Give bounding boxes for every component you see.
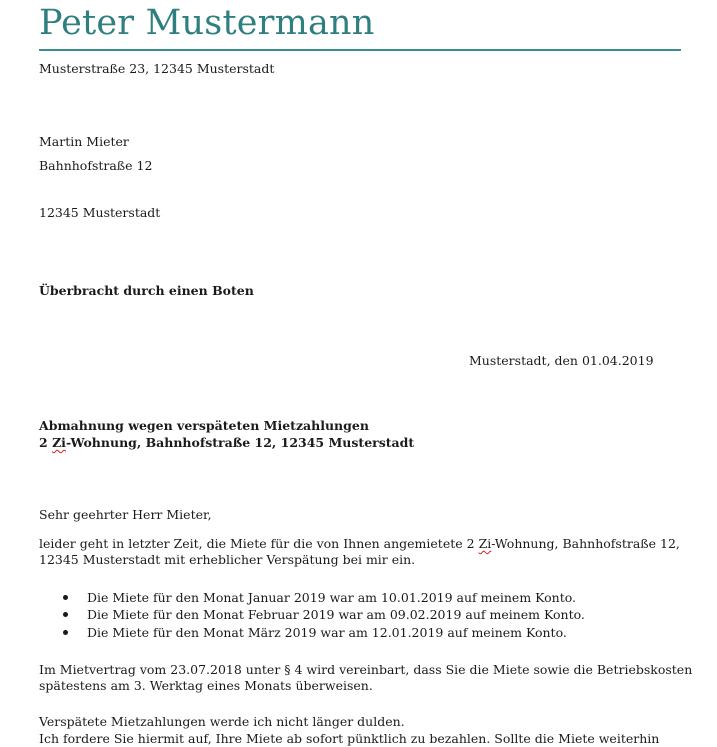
- date-line: Musterstadt, den 01.04.2019: [469, 353, 654, 368]
- paragraph-1-prefix: leider geht in letzter Zeit, die Miete für die von Ihnen angemietete 2: [39, 536, 479, 551]
- list-item-text: Die Miete für den Monat Januar 2019 war am 10.01.2019 auf meinem Konto.: [87, 590, 577, 605]
- paragraph-3-line-2: Ich fordere Sie hiermit auf, Ihre Miete ab sofort pünktlich zu bezahlen. Sollte die Miete weiterhin: [39, 731, 660, 746]
- paragraph-2-line-2: spätestens am 3. Werktag eines Monats überweisen.: [39, 678, 373, 693]
- recipient-city: 12345 Musterstadt: [39, 205, 161, 220]
- salutation: Sehr geehrter Herr Mieter,: [39, 507, 212, 522]
- subject-prefix: 2: [39, 435, 53, 450]
- bullet-icon: [63, 630, 68, 635]
- subject-line-1: Abmahnung wegen verspäteten Mietzahlungen: [39, 418, 369, 433]
- spellcheck-flagged-word[interactable]: Zi: [478, 536, 492, 551]
- recipient-street: Bahnhofstraße 12: [39, 158, 153, 173]
- delivery-note: Überbracht durch einen Boten: [39, 283, 254, 298]
- list-item: [60, 606, 585, 623]
- paragraph-1-rest: -Wohnung, Bahnhofstraße 12,: [491, 536, 680, 551]
- list-item: [60, 624, 585, 641]
- list-item-text: Die Miete für den Monat März 2019 war am 12.01.2019 auf meinem Konto.: [87, 624, 567, 640]
- sender-name: Peter Mustermann: [39, 3, 375, 43]
- header-rule: [39, 49, 681, 51]
- list-item: [60, 589, 585, 606]
- paragraph-1-line-1: [39, 535, 680, 552]
- recipient-name: Martin Mieter: [39, 134, 129, 149]
- subject-line-2: [39, 434, 414, 451]
- bullet-icon: [63, 595, 68, 600]
- paragraph-3-line-1: Verspätete Mietzahlungen werde ich nicht länger dulden.: [39, 714, 405, 729]
- paragraph-2-line-1: Im Mietvertrag vom 23.07.2018 unter § 4 wird vereinbart, dass Sie die Miete sowie die Betriebskosten: [39, 662, 693, 677]
- spellcheck-flagged-word[interactable]: Zi: [52, 435, 66, 450]
- sender-address: Musterstraße 23, 12345 Musterstadt: [39, 61, 275, 76]
- bullet-icon: [63, 612, 68, 617]
- subject-rest: -Wohnung, Bahnhofstraße 12, 12345 Musterstadt: [65, 435, 415, 450]
- payment-list: [60, 589, 585, 641]
- paragraph-1-line-2: 12345 Musterstadt mit erheblicher Verspätung bei mir ein.: [39, 552, 416, 567]
- list-item-text: Die Miete für den Monat Februar 2019 war am 09.02.2019 auf meinem Konto.: [87, 607, 585, 623]
